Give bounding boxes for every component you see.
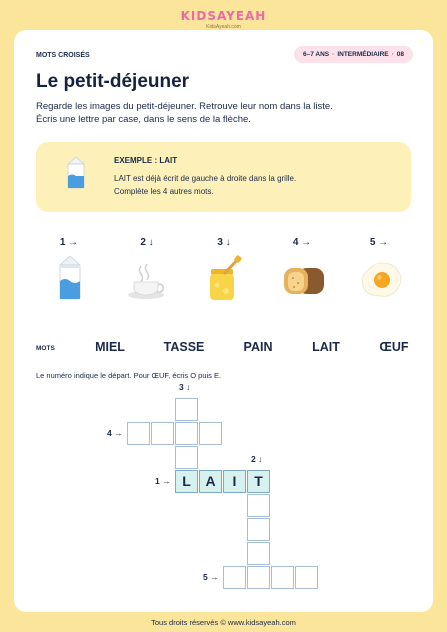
cup-icon xyxy=(126,260,166,305)
level-text: INTERMÉDIAIRE xyxy=(337,51,389,58)
grid-cell-given: T xyxy=(247,470,270,493)
grid-cell[interactable] xyxy=(295,566,318,589)
separator: · xyxy=(332,51,335,58)
instruction-line-1: Regarde les images du petit-déjeuner. Retrouve leur nom dans la liste. xyxy=(36,101,333,112)
picture-label-4: 4 → xyxy=(292,237,312,248)
milk-carton-icon xyxy=(56,255,84,306)
grid-cell[interactable] xyxy=(127,422,150,445)
clue-number-3: 3 ↓ xyxy=(179,382,191,392)
grid-cell-given: A xyxy=(199,470,222,493)
milk-carton-icon xyxy=(64,156,88,195)
example-box xyxy=(36,142,411,212)
words-label: MOTS xyxy=(36,345,55,352)
grid-cell[interactable] xyxy=(175,398,198,421)
grid-cell[interactable] xyxy=(223,566,246,589)
clue-number-5: 5 → xyxy=(203,572,219,582)
instruction-line-2: Écris une lettre par case, dans le sens de la flèche. xyxy=(36,114,251,125)
picture-label-3: 3 ↓ xyxy=(217,237,231,248)
page-title: Le petit-déjeuner xyxy=(36,71,190,92)
separator: · xyxy=(391,51,394,58)
picture-label-1: 1 → xyxy=(59,237,79,248)
picture-label-5: 5 → xyxy=(369,237,389,248)
worksheet xyxy=(14,30,433,612)
word-pain: PAIN xyxy=(243,340,273,354)
grid-cell[interactable] xyxy=(199,422,222,445)
age-text: 6–7 ANS xyxy=(303,51,330,58)
grid-cell-given: L xyxy=(175,470,198,493)
grid-cell[interactable] xyxy=(247,542,270,565)
example-line-1: LAIT est déjà écrit de gauche à droite dans la grille. xyxy=(114,174,297,183)
grid-cell-given: I xyxy=(223,470,246,493)
bread-icon xyxy=(282,262,326,303)
grid-cell[interactable] xyxy=(247,494,270,517)
level-badge xyxy=(294,46,413,63)
grid-cell[interactable] xyxy=(271,566,294,589)
clue-number-1: 1 → xyxy=(155,476,171,486)
honey-jar-icon xyxy=(205,255,243,308)
example-line-2: Complète les 4 autres mots. xyxy=(114,187,214,196)
example-title: EXEMPLE : LAIT xyxy=(114,156,178,165)
clue-number-4: 4 → xyxy=(107,428,123,438)
logo-tagline: KidsAyeah.com xyxy=(206,24,241,30)
category-label: MOTS CROISÉS xyxy=(36,52,90,59)
word-oeuf: ŒUF xyxy=(379,340,409,354)
grid-cell[interactable] xyxy=(151,422,174,445)
grid-cell[interactable] xyxy=(247,566,270,589)
grid-cell[interactable] xyxy=(175,446,198,469)
footer-copyright: Tous droits réservés © www.kidsayeah.com xyxy=(151,618,296,627)
grid-cell[interactable] xyxy=(175,422,198,445)
example-text xyxy=(114,172,296,198)
grid-note: Le numéro indique le départ. Pour ŒUF, écris O puis E. xyxy=(36,371,222,380)
logo-text: KIDSAYEAH xyxy=(180,9,267,23)
word-lait: LAIT xyxy=(312,340,340,354)
instructions xyxy=(36,100,333,126)
picture-label-2: 2 ↓ xyxy=(140,237,154,248)
brand-logo xyxy=(0,7,447,30)
sheet-number: 08 xyxy=(396,51,404,58)
fried-egg-icon xyxy=(360,260,404,305)
word-miel: MIEL xyxy=(95,340,125,354)
grid-cell[interactable] xyxy=(247,518,270,541)
word-tasse: TASSE xyxy=(163,340,205,354)
clue-number-2: 2 ↓ xyxy=(251,454,263,464)
